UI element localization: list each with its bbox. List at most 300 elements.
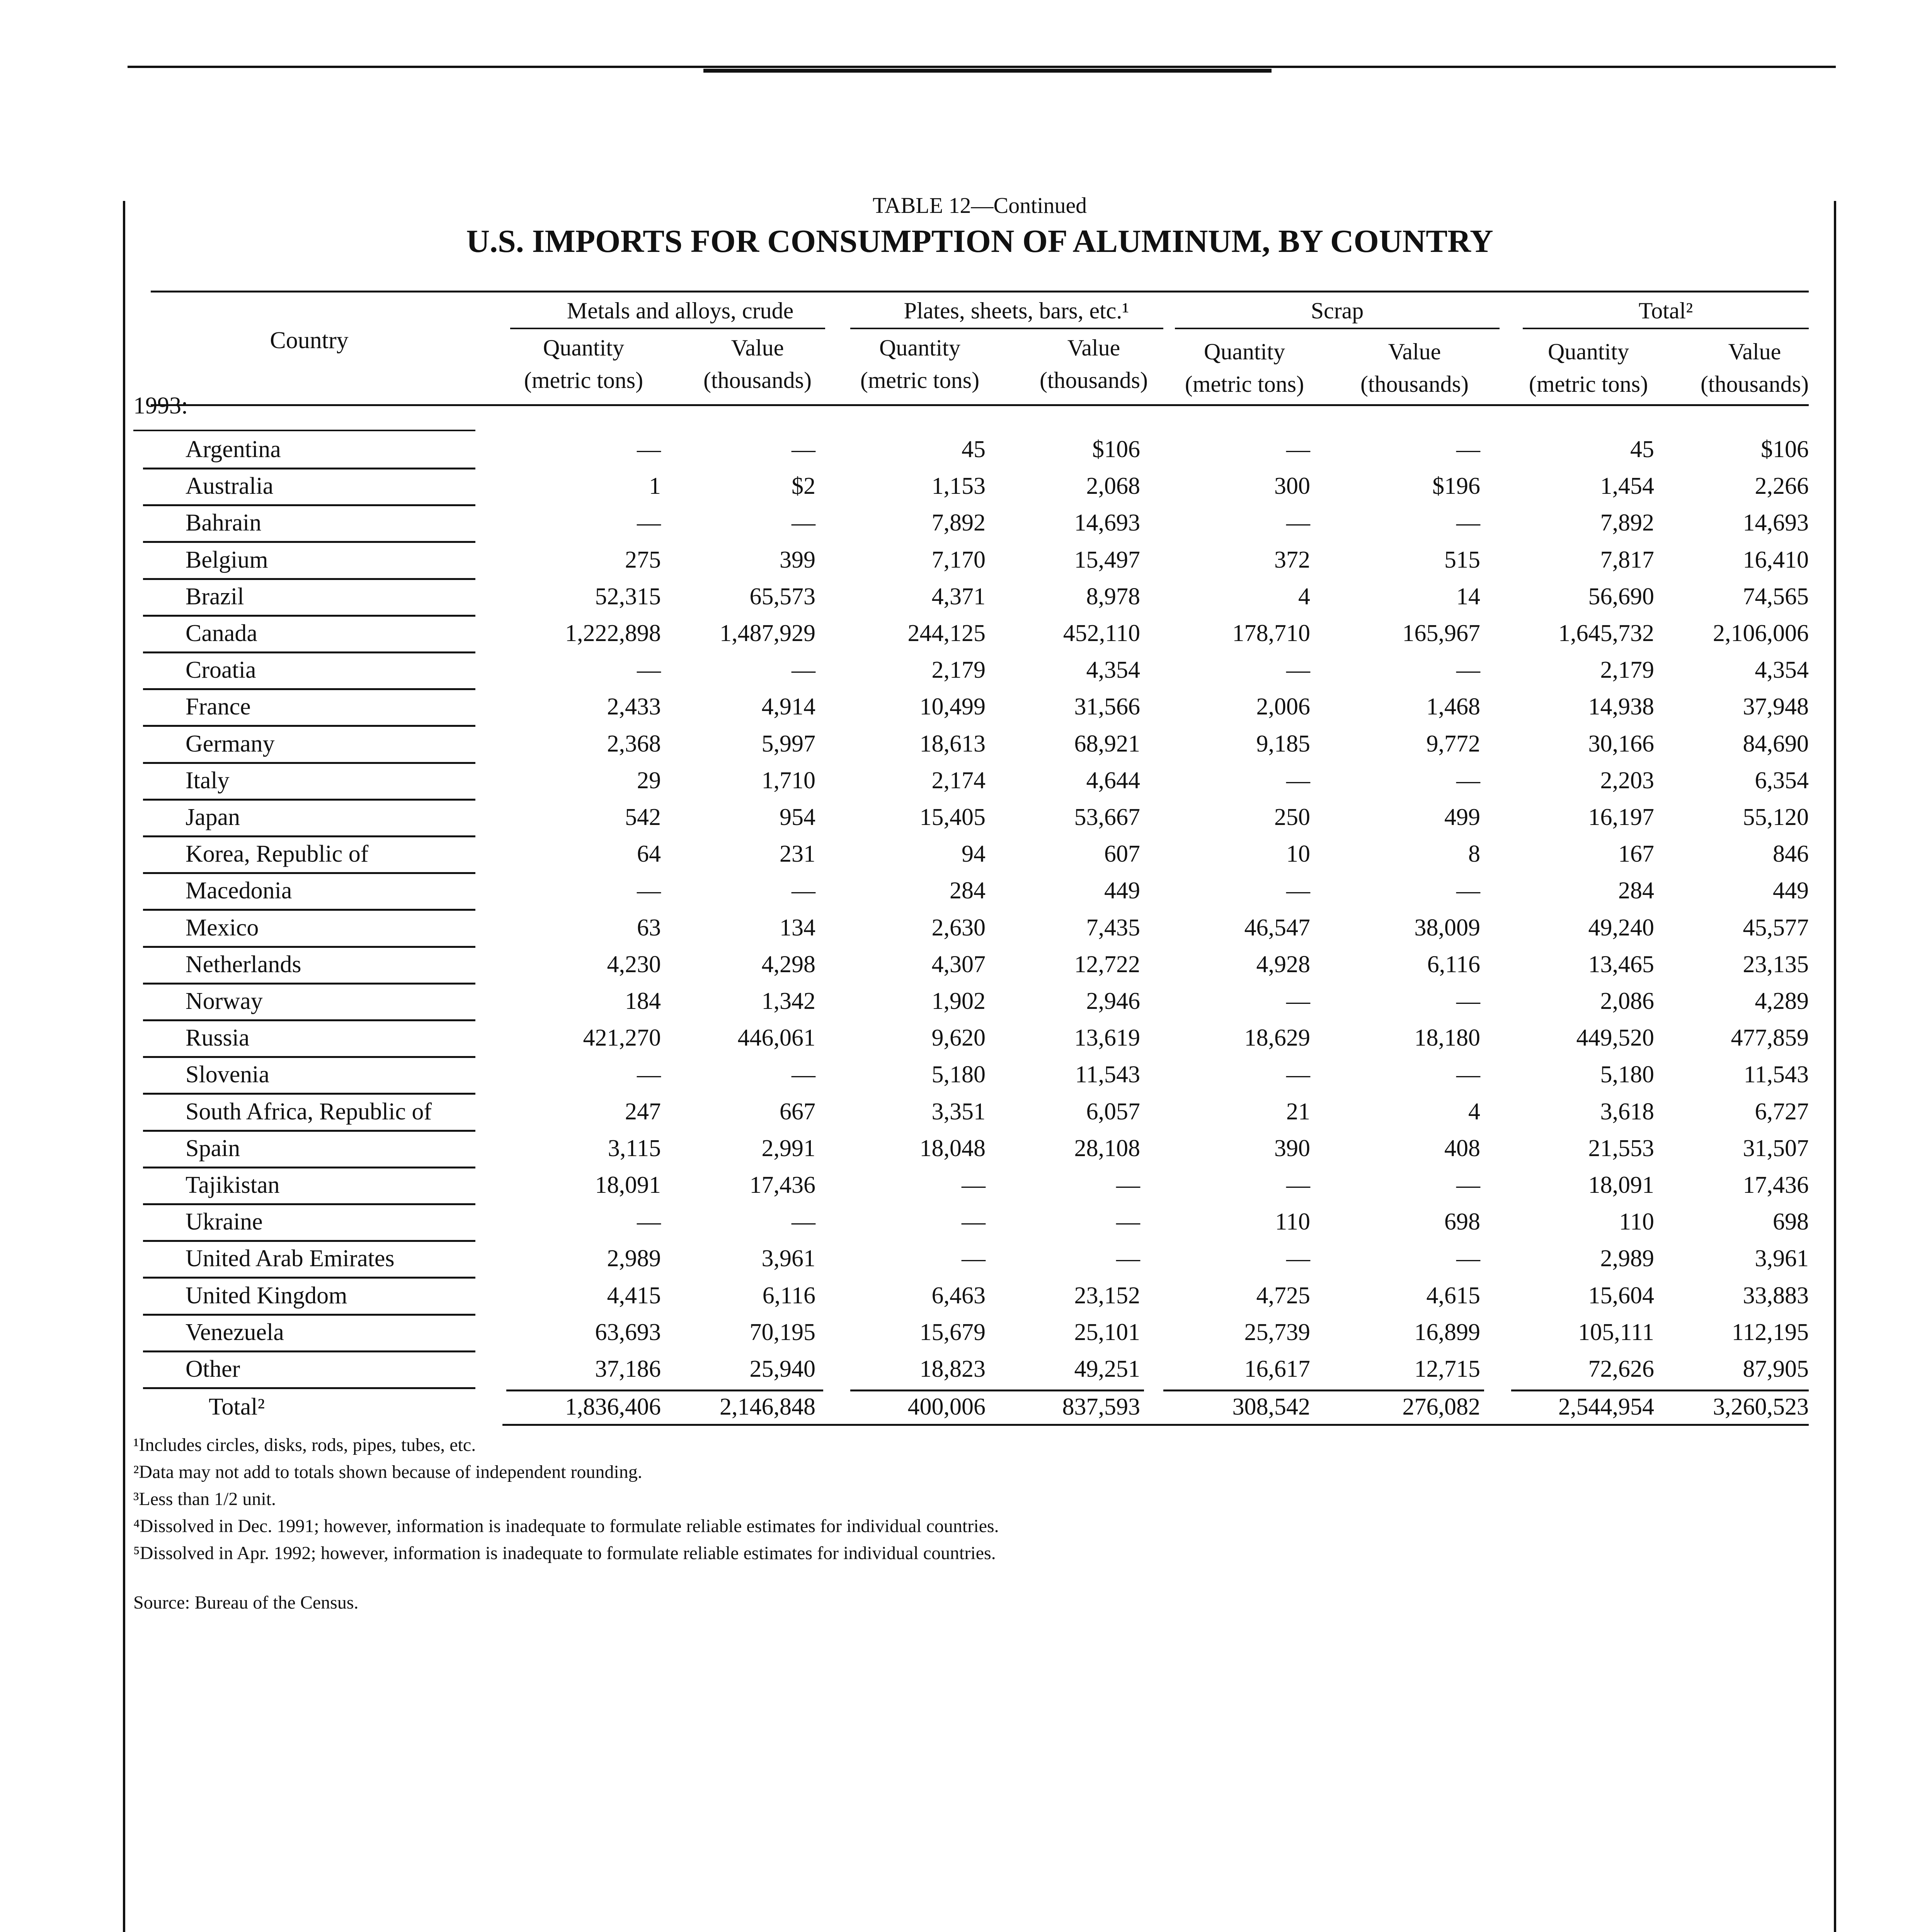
- table-row: [0, 544, 1910, 580]
- table-row: [0, 654, 1910, 690]
- cell-value: —: [1116, 1245, 1140, 1272]
- table-row: [0, 1243, 1910, 1278]
- cell-value: —: [637, 657, 661, 684]
- cell-value: 10,499: [919, 694, 986, 720]
- cell-value: 16,197: [1588, 804, 1654, 830]
- cell-value: 25,739: [1244, 1319, 1310, 1345]
- footnote-4: ⁴Dissolved in Dec. 1991; however, information is inadequate to formulate reliable estimates for individual countries.: [133, 1516, 999, 1536]
- cell-value: —: [962, 1172, 986, 1198]
- cell-value: 2,179: [931, 657, 986, 684]
- table-row: [0, 1022, 1910, 1058]
- cell-value: $2: [792, 473, 815, 500]
- group-header-metals: Metals and alloys, crude: [567, 298, 794, 323]
- cell-value: 4,307: [931, 951, 986, 978]
- cell-value: 846: [1773, 841, 1809, 867]
- country-name: Ukraine: [186, 1209, 263, 1235]
- row-underline: [143, 1056, 475, 1058]
- table-row: [0, 1059, 1910, 1094]
- total-label: Total²: [209, 1394, 265, 1420]
- cell-value: 698: [1444, 1209, 1480, 1235]
- cell-value: 4,289: [1755, 988, 1809, 1014]
- header-bottom-rule: [151, 404, 1809, 406]
- table-row: [0, 1280, 1910, 1315]
- total-overline-plates: [850, 1389, 1144, 1391]
- cell-value: 13,619: [1074, 1025, 1140, 1051]
- cell-value: —: [637, 1209, 661, 1235]
- table-bottom-rule: [502, 1424, 1809, 1426]
- cell-value: 372: [1274, 546, 1310, 573]
- cell-value: 55,120: [1743, 804, 1809, 830]
- row-underline: [143, 504, 475, 506]
- cell-value: —: [1286, 878, 1310, 904]
- country-name: Other: [186, 1356, 240, 1382]
- cell-value: 275: [625, 546, 661, 573]
- table-row: [0, 617, 1910, 653]
- cell-value: 9,185: [1256, 730, 1310, 757]
- cell-value: 408: [1444, 1135, 1480, 1162]
- cell-value: 33,883: [1743, 1282, 1809, 1309]
- cell-value: 4,725: [1256, 1282, 1310, 1309]
- table-row: [0, 581, 1910, 616]
- cell-value: 9,620: [931, 1025, 986, 1051]
- cell-value: 399: [780, 546, 815, 573]
- col-header-metals-quantity: Quantity (metric tons): [524, 335, 643, 393]
- cell-value: 4: [1468, 1098, 1480, 1125]
- cell-value: 14,693: [1743, 510, 1809, 536]
- cell-value: 4,615: [1426, 1282, 1480, 1309]
- cell-value: —: [1456, 878, 1480, 904]
- cell-value: 6,354: [1755, 767, 1809, 794]
- table-row: [0, 1353, 1910, 1389]
- footnote-3: ³Less than 1/2 unit.: [133, 1489, 276, 1509]
- table-row: [0, 1206, 1910, 1242]
- cell-value: 45: [1630, 436, 1654, 463]
- cell-value: 452,110: [1063, 620, 1140, 646]
- row-underline: [143, 578, 475, 580]
- cell-value: 2,086: [1600, 988, 1654, 1014]
- cell-value: 18,091: [1588, 1172, 1654, 1198]
- cell-value: —: [792, 510, 815, 536]
- cell-value: —: [1286, 1245, 1310, 1272]
- cell-value: 105,111: [1578, 1319, 1654, 1345]
- country-name: Japan: [186, 804, 240, 830]
- cell-value: 4,928: [1256, 951, 1310, 978]
- cell-value: 2,946: [1086, 988, 1140, 1014]
- cell-value: —: [1456, 657, 1480, 684]
- cell-value: —: [1456, 767, 1480, 794]
- cell-value: 12,715: [1414, 1356, 1480, 1382]
- col-header-metals-value: Value (thousands): [703, 335, 812, 393]
- cell-value: 8,978: [1086, 583, 1140, 610]
- cell-value: 167: [1618, 841, 1654, 867]
- cell-value: 15,604: [1588, 1282, 1654, 1309]
- country-name: Canada: [186, 620, 257, 646]
- cell-value: 6,116: [1427, 951, 1480, 978]
- cell-value: 477,859: [1731, 1025, 1809, 1051]
- country-name: Italy: [186, 767, 230, 794]
- country-name: United Kingdom: [186, 1282, 347, 1309]
- col-header-plates-value: Value (thousands): [1040, 335, 1148, 393]
- cell-value: 30,166: [1588, 730, 1654, 757]
- total-overline-total: [1511, 1389, 1809, 1391]
- cell-value: 3,961: [1755, 1245, 1809, 1272]
- cell-value: 449,520: [1576, 1025, 1654, 1051]
- cell-value: —: [1286, 657, 1310, 684]
- cell-value: 1,645,732: [1558, 620, 1654, 646]
- cell-value: 64: [637, 841, 661, 867]
- spanner-plates: [850, 328, 1163, 329]
- spanner-metals: [510, 328, 825, 329]
- cell-value: 15,497: [1074, 546, 1140, 573]
- cell-value: 18,629: [1244, 1025, 1310, 1051]
- cell-value: 542: [625, 804, 661, 830]
- row-underline: [143, 1240, 475, 1242]
- cell-value: 45: [962, 436, 986, 463]
- cell-value: —: [1456, 1245, 1480, 1272]
- cell-value: 3,618: [1600, 1098, 1654, 1125]
- cell-value: 165,967: [1402, 620, 1480, 646]
- row-underline: [143, 799, 475, 801]
- top-rule-accent: [703, 69, 1272, 73]
- cell-value: 25,940: [749, 1356, 815, 1382]
- header-top-rule: [151, 291, 1809, 293]
- cell-value: 178,710: [1232, 620, 1310, 646]
- cell-value: 21: [1286, 1098, 1310, 1125]
- total-value: 2,544,954: [1558, 1394, 1654, 1420]
- cell-value: 31,566: [1074, 694, 1140, 720]
- row-underline: [143, 688, 475, 690]
- country-name: Croatia: [186, 657, 256, 684]
- country-name: Slovenia: [186, 1061, 269, 1088]
- cell-value: —: [1456, 1061, 1480, 1088]
- cell-value: 10: [1286, 841, 1310, 867]
- cell-value: 2,266: [1755, 473, 1809, 500]
- col-header-scrap-quantity: Quantity (metric tons): [1185, 339, 1304, 397]
- footnote-5: ⁵Dissolved in Apr. 1992; however, information is inadequate to formulate reliable estimates for individual countries.: [133, 1543, 996, 1563]
- cell-value: 7,892: [931, 510, 986, 536]
- cell-value: 6,463: [931, 1282, 986, 1309]
- cell-value: 3,961: [761, 1245, 815, 1272]
- cell-value: 14,938: [1588, 694, 1654, 720]
- country-name: Spain: [186, 1135, 240, 1162]
- cell-value: —: [792, 1209, 815, 1235]
- cell-value: 250: [1274, 804, 1310, 830]
- cell-value: 74,565: [1743, 583, 1809, 610]
- cell-value: 15,679: [919, 1319, 986, 1345]
- cell-value: 449: [1104, 878, 1140, 904]
- cell-value: 4,415: [607, 1282, 661, 1309]
- col-header-total-quantity: Quantity (metric tons): [1529, 339, 1648, 397]
- total-overline-scrap: [1163, 1389, 1484, 1391]
- cell-value: 18,048: [919, 1135, 986, 1162]
- cell-value: 11,543: [1743, 1061, 1809, 1088]
- cell-value: —: [1286, 1061, 1310, 1088]
- row-underline: [143, 1350, 475, 1352]
- cell-value: $106: [1761, 436, 1809, 463]
- cell-value: 18,613: [919, 730, 986, 757]
- cell-value: 16,899: [1414, 1319, 1480, 1345]
- cell-value: 4,354: [1086, 657, 1140, 684]
- row-underline: [143, 1093, 475, 1095]
- table-row: [0, 838, 1910, 874]
- table-row: [0, 1169, 1910, 1205]
- total-value: 2,146,848: [720, 1394, 815, 1420]
- cell-value: 1,454: [1600, 473, 1654, 500]
- group-header-total: Total²: [1638, 298, 1693, 323]
- country-name: Brazil: [186, 583, 244, 610]
- cell-value: —: [792, 436, 815, 463]
- cell-value: 7,892: [1600, 510, 1654, 536]
- cell-value: —: [1116, 1172, 1140, 1198]
- cell-value: 17,436: [749, 1172, 815, 1198]
- total-value: 837,593: [1062, 1394, 1140, 1420]
- table-row: [0, 507, 1910, 543]
- total-value: 3,260,523: [1713, 1394, 1809, 1420]
- cell-value: $106: [1092, 436, 1140, 463]
- cell-value: 37,186: [595, 1356, 661, 1382]
- table-row: [0, 985, 1910, 1021]
- cell-value: 1: [649, 473, 661, 500]
- cell-value: 4,371: [931, 583, 986, 610]
- cell-value: 18,091: [595, 1172, 661, 1198]
- table-row: [0, 1316, 1910, 1352]
- table-row: [0, 949, 1910, 984]
- cell-value: 231: [780, 841, 815, 867]
- cell-value: 63: [637, 914, 661, 941]
- cell-value: 2,006: [1256, 694, 1310, 720]
- table-row: [0, 691, 1910, 726]
- country-name: Norway: [186, 988, 263, 1014]
- cell-value: 18,823: [919, 1356, 986, 1382]
- cell-value: 87,905: [1743, 1356, 1809, 1382]
- cell-value: 65,573: [749, 583, 815, 610]
- country-name: Russia: [186, 1025, 250, 1051]
- table-row: [0, 765, 1910, 800]
- cell-value: 1,902: [931, 988, 986, 1014]
- table-row: [0, 434, 1910, 469]
- cell-value: 300: [1274, 473, 1310, 500]
- row-underline: [143, 651, 475, 653]
- cell-value: 515: [1444, 546, 1480, 573]
- cell-value: —: [962, 1245, 986, 1272]
- cell-value: 52,315: [595, 583, 661, 610]
- cell-value: 184: [625, 988, 661, 1014]
- cell-value: 1,468: [1426, 694, 1480, 720]
- cell-value: —: [637, 436, 661, 463]
- cell-value: 134: [780, 914, 815, 941]
- cell-value: 6,057: [1086, 1098, 1140, 1125]
- spanner-total: [1523, 328, 1809, 329]
- year-label: 1993:: [133, 393, 188, 419]
- cell-value: 84,690: [1743, 730, 1809, 757]
- total-value: 1,836,406: [565, 1394, 661, 1420]
- col-header-total-value: Value (thousands): [1701, 339, 1809, 397]
- row-underline: [143, 1167, 475, 1168]
- table-label: TABLE 12—Continued: [872, 193, 1087, 218]
- cell-value: 449: [1773, 878, 1809, 904]
- country-name: Netherlands: [186, 951, 301, 978]
- cell-value: 23,135: [1743, 951, 1809, 978]
- cell-value: 45,577: [1743, 914, 1809, 941]
- cell-value: 13,465: [1588, 951, 1654, 978]
- cell-value: 17,436: [1743, 1172, 1809, 1198]
- cell-value: —: [1286, 767, 1310, 794]
- cell-value: 25,101: [1074, 1319, 1140, 1345]
- cell-value: 390: [1274, 1135, 1310, 1162]
- total-value: 276,082: [1402, 1394, 1480, 1420]
- cell-value: 2,368: [607, 730, 661, 757]
- cell-value: 12,722: [1074, 951, 1140, 978]
- country-name: Macedonia: [186, 878, 292, 904]
- cell-value: 72,626: [1588, 1356, 1654, 1382]
- footnote-1: ¹Includes circles, disks, rods, pipes, tubes, etc.: [133, 1435, 476, 1455]
- table-row: [0, 1133, 1910, 1168]
- cell-value: 954: [780, 804, 815, 830]
- cell-value: 11,543: [1075, 1061, 1140, 1088]
- cell-value: —: [637, 878, 661, 904]
- spanner-scrap: [1175, 328, 1500, 329]
- cell-value: 28,108: [1074, 1135, 1140, 1162]
- source-note: Source: Bureau of the Census.: [133, 1592, 359, 1613]
- row-underline: [143, 1314, 475, 1316]
- cell-value: 49,240: [1588, 914, 1654, 941]
- cell-value: 1,153: [931, 473, 986, 500]
- row-underline: [143, 983, 475, 985]
- cell-value: 4,354: [1755, 657, 1809, 684]
- cell-value: 49,251: [1074, 1356, 1140, 1382]
- cell-value: 53,667: [1074, 804, 1140, 830]
- cell-value: —: [792, 878, 815, 904]
- cell-value: 16,410: [1743, 546, 1809, 573]
- cell-value: 247: [625, 1098, 661, 1125]
- country-name: Germany: [186, 730, 275, 757]
- cell-value: 2,179: [1600, 657, 1654, 684]
- cell-value: 2,989: [1600, 1245, 1654, 1272]
- cell-value: $196: [1432, 473, 1480, 500]
- cell-value: 1,710: [761, 767, 815, 794]
- row-underline: [143, 1130, 475, 1132]
- cell-value: —: [1116, 1209, 1140, 1235]
- cell-value: 70,195: [749, 1319, 815, 1345]
- country-name: Tajikistan: [186, 1172, 280, 1198]
- row-underline: [143, 762, 475, 764]
- row-underline: [143, 946, 475, 948]
- table-row: [0, 912, 1910, 947]
- country-name: Australia: [186, 473, 274, 500]
- cell-value: 4,298: [761, 951, 815, 978]
- cell-value: —: [637, 510, 661, 536]
- cell-value: 8: [1468, 841, 1480, 867]
- country-name: Bahrain: [186, 510, 262, 536]
- col-header-plates-quantity: Quantity (metric tons): [860, 335, 980, 393]
- cell-value: —: [1456, 510, 1480, 536]
- cell-value: 6,727: [1755, 1098, 1809, 1125]
- cell-value: 284: [950, 878, 986, 904]
- cell-value: —: [1286, 988, 1310, 1014]
- cell-value: 16,617: [1244, 1356, 1310, 1382]
- cell-value: 14: [1456, 583, 1480, 610]
- cell-value: 4,230: [607, 951, 661, 978]
- col-header-scrap-value: Value (thousands): [1360, 339, 1469, 397]
- cell-value: 38,009: [1414, 914, 1480, 941]
- row-underline: [143, 468, 475, 469]
- cell-value: 15,405: [919, 804, 986, 830]
- total-overline-metals: [506, 1389, 823, 1391]
- cell-value: 5,180: [1600, 1061, 1654, 1088]
- cell-value: 5,180: [931, 1061, 986, 1088]
- cell-value: 7,435: [1086, 914, 1140, 941]
- row-underline: [143, 1203, 475, 1205]
- cell-value: 446,061: [737, 1025, 815, 1051]
- top-rule: [128, 66, 1836, 68]
- cell-value: —: [792, 1061, 815, 1088]
- row-underline: [143, 615, 475, 617]
- cell-value: 1,222,898: [565, 620, 661, 646]
- table-row: [0, 1096, 1910, 1131]
- cell-value: 68,921: [1074, 730, 1140, 757]
- cell-value: 63,693: [595, 1319, 661, 1345]
- cell-value: 110: [1275, 1209, 1310, 1235]
- cell-value: 7,170: [931, 546, 986, 573]
- table-row: [0, 728, 1910, 764]
- table-title: U.S. IMPORTS FOR CONSUMPTION OF ALUMINUM, BY COUNTRY: [466, 223, 1493, 259]
- cell-value: 14,693: [1074, 510, 1140, 536]
- cell-value: 9,772: [1426, 730, 1480, 757]
- cell-value: 1,487,929: [720, 620, 815, 646]
- cell-value: 23,152: [1074, 1282, 1140, 1309]
- cell-value: 4,914: [761, 694, 815, 720]
- cell-value: 37,948: [1743, 694, 1809, 720]
- cell-value: 110: [1619, 1209, 1654, 1235]
- cell-value: 2,989: [607, 1245, 661, 1272]
- row-underline: [143, 1019, 475, 1021]
- cell-value: 46,547: [1244, 914, 1310, 941]
- cell-value: 2,991: [761, 1135, 815, 1162]
- table-row: [0, 875, 1910, 910]
- cell-value: 21,553: [1588, 1135, 1654, 1162]
- cell-value: —: [962, 1209, 986, 1235]
- table-row: [0, 801, 1910, 837]
- cell-value: 607: [1104, 841, 1140, 867]
- country-name: Korea, Republic of: [186, 841, 369, 867]
- country-name: Mexico: [186, 914, 259, 941]
- row-underline: [143, 541, 475, 543]
- cell-value: 2,174: [931, 767, 986, 794]
- cell-value: 4,644: [1086, 767, 1140, 794]
- cell-value: 698: [1773, 1209, 1809, 1235]
- cell-value: 18,180: [1414, 1025, 1480, 1051]
- cell-value: —: [1286, 1172, 1310, 1198]
- group-header-scrap: Scrap: [1311, 298, 1364, 323]
- row-underline: [143, 1387, 475, 1389]
- cell-value: 56,690: [1588, 583, 1654, 610]
- table-row: [0, 470, 1910, 506]
- cell-value: 3,351: [931, 1098, 986, 1125]
- cell-value: 667: [780, 1098, 815, 1125]
- cell-value: —: [1286, 510, 1310, 536]
- country-column-header: Country: [270, 327, 349, 354]
- total-row: [0, 1391, 1910, 1427]
- cell-value: 2,630: [931, 914, 986, 941]
- country-name: South Africa, Republic of: [186, 1098, 432, 1125]
- cell-value: 112,195: [1731, 1319, 1809, 1345]
- footnote-2: ²Data may not add to totals shown because of independent rounding.: [133, 1462, 642, 1482]
- row-underline: [143, 835, 475, 837]
- total-value: 400,006: [907, 1394, 986, 1420]
- cell-value: 421,270: [583, 1025, 661, 1051]
- cell-value: —: [1286, 436, 1310, 463]
- country-name: Venezuela: [186, 1319, 284, 1345]
